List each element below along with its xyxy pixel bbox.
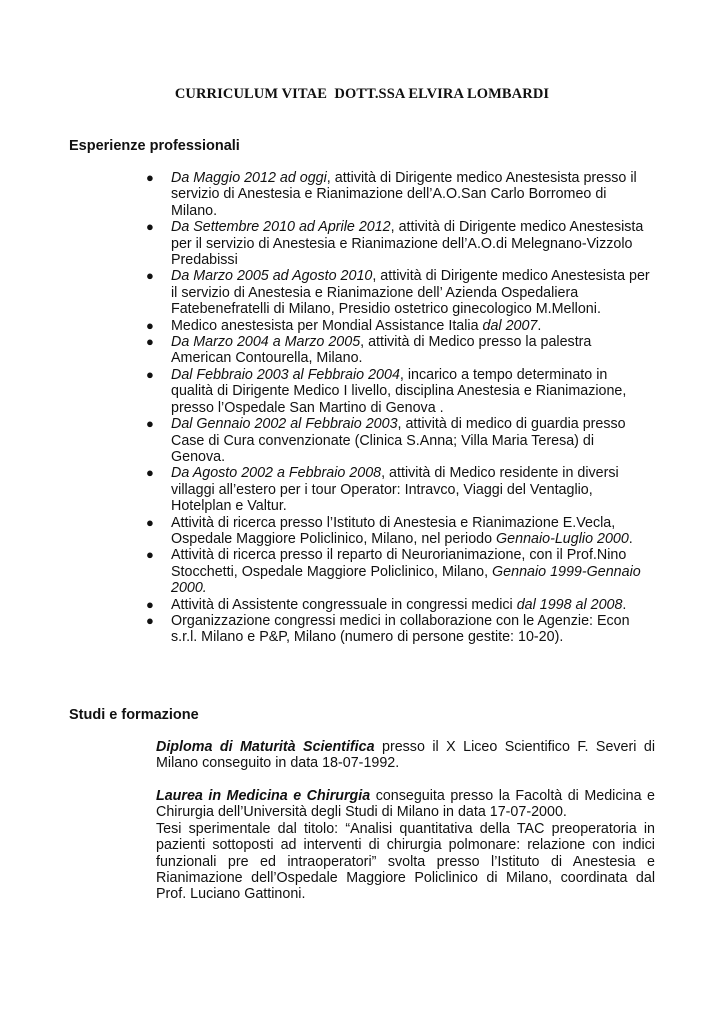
bullet-icon: ●	[146, 366, 154, 382]
bullet-icon: ●	[146, 465, 154, 481]
bullet-icon: ●	[146, 170, 154, 185]
list-item: ● Da Agosto 2002 a Febbraio 2008, attività di Medico residente in diversi villaggi all’estero per i tour Operator: Intravco, Viaggi del Ventaglio, Hotelplan e Valtur.	[146, 465, 619, 515]
list-item: ● Dal Febbraio 2003 al Febbraio 2004, incarico a tempo determinato in qualità di Dirigente Medico I livello, disciplina Anestesia e Rianimazione, presso l’Ospedale San Martino di Genova .	[146, 366, 627, 416]
section-heading-experience: Esperienze professionali	[69, 138, 240, 154]
list-item: ● Attività di Assistente congressuale in congressi medici dal 1998 al 2008.	[146, 596, 627, 613]
thesis-text: Tesi sperimentale dal titolo: “Analisi quantitativa della TAC preoperatoria in pazienti sottoposti ad interventi di chirurgia polmonare: relazione con indici funzionali pre ed intraoperatori” svolta presso l’Istituto di Anestesia e Rianimazione dell’Ospedale Maggiore Policlinico di Milano, coordinata dal Prof. Luciano Gattinoni.	[156, 820, 655, 903]
laurea-title: Laurea in Medicina e Chirurgia	[156, 788, 371, 804]
list-item: ● Da Maggio 2012 ad oggi, attività di Dirigente medico Anestesista presso il servizio di Anestesia e Rianimazione dell’A.O.San Carlo Borromeo di Milano.	[146, 170, 637, 219]
bullet-icon: ●	[146, 612, 154, 628]
bullet-icon: ●	[146, 219, 154, 235]
document-title: CURRICULUM VITAE DOTT.SSA ELVIRA LOMBARDI	[174, 86, 550, 102]
diploma-title: Diploma di Maturità Scientifica	[156, 739, 375, 755]
experience-list	[146, 170, 651, 646]
list-item: ● Attività di ricerca presso il reparto di Neurorianimazione, con il Prof.Nino Stocchetti, Ospedale Maggiore Policlinico, Milano, Gennaio 1999-Gennaio 2000.	[146, 547, 641, 597]
laurea-text: conseguita presso la Facoltà di Medicina e Chirurgia dell’Università degli Studi di Milano in data 17-07-2000.	[156, 788, 655, 821]
list-item: ● Attività di ricerca presso l’Istituto di Anestesia e Rianimazione E.Vecla, Ospedale Maggiore Policlinico, Milano, nel periodo Gennaio-Luglio 2000.	[146, 514, 633, 547]
bullet-icon: ●	[146, 317, 154, 333]
bullet-icon: ●	[146, 547, 154, 563]
bullet-icon: ●	[146, 334, 154, 350]
bullet-icon: ●	[146, 596, 154, 612]
section-heading-studies: Studi e formazione	[69, 707, 199, 723]
bullet-icon: ●	[146, 268, 154, 284]
list-item: ● Da Marzo 2004 a Marzo 2005, attività di Medico presso la palestra American Contourella, Milano.	[146, 334, 592, 367]
list-item: ● Organizzazione congressi medici in collaborazione con le Agenzie: Econ s.r.l. Milano e P&P, Milano (numero di persone gestite: 10-20).	[146, 612, 630, 646]
bullet-icon: ●	[146, 416, 154, 432]
bullet-icon: ●	[146, 514, 154, 530]
diploma-paragraph	[156, 739, 655, 772]
list-item: ● Medico anestesista per Mondial Assistance Italia dal 2007.	[146, 317, 542, 334]
diploma-text: presso il X Liceo Scientifico F. Severi di Milano conseguito in data 18-07-1992.	[156, 739, 655, 772]
list-item: ● Dal Gennaio 2002 al Febbraio 2003, attività di medico di guardia presso Case di Cura convenzionate (Clinica S.Anna; Villa Maria Teresa) di Genova.	[146, 416, 626, 465]
list-item: ● Da Settembre 2010 ad Aprile 2012, attività di Dirigente medico Anestesista per il servizio di Anestesia e Rianimazione dell’A.O.di Melegnano-Vizzolo Predabissi	[146, 219, 644, 269]
list-item: ● Da Marzo 2005 ad Agosto 2010, attività di Dirigente medico Anestesista per il servizio di Anestesia e Rianimazione dell’ Azienda Ospedaliera Fatebenefratelli di Milano, Presidio ostetrico ginecologico M.Melloni.	[146, 268, 650, 318]
laurea-paragraph	[156, 788, 655, 903]
